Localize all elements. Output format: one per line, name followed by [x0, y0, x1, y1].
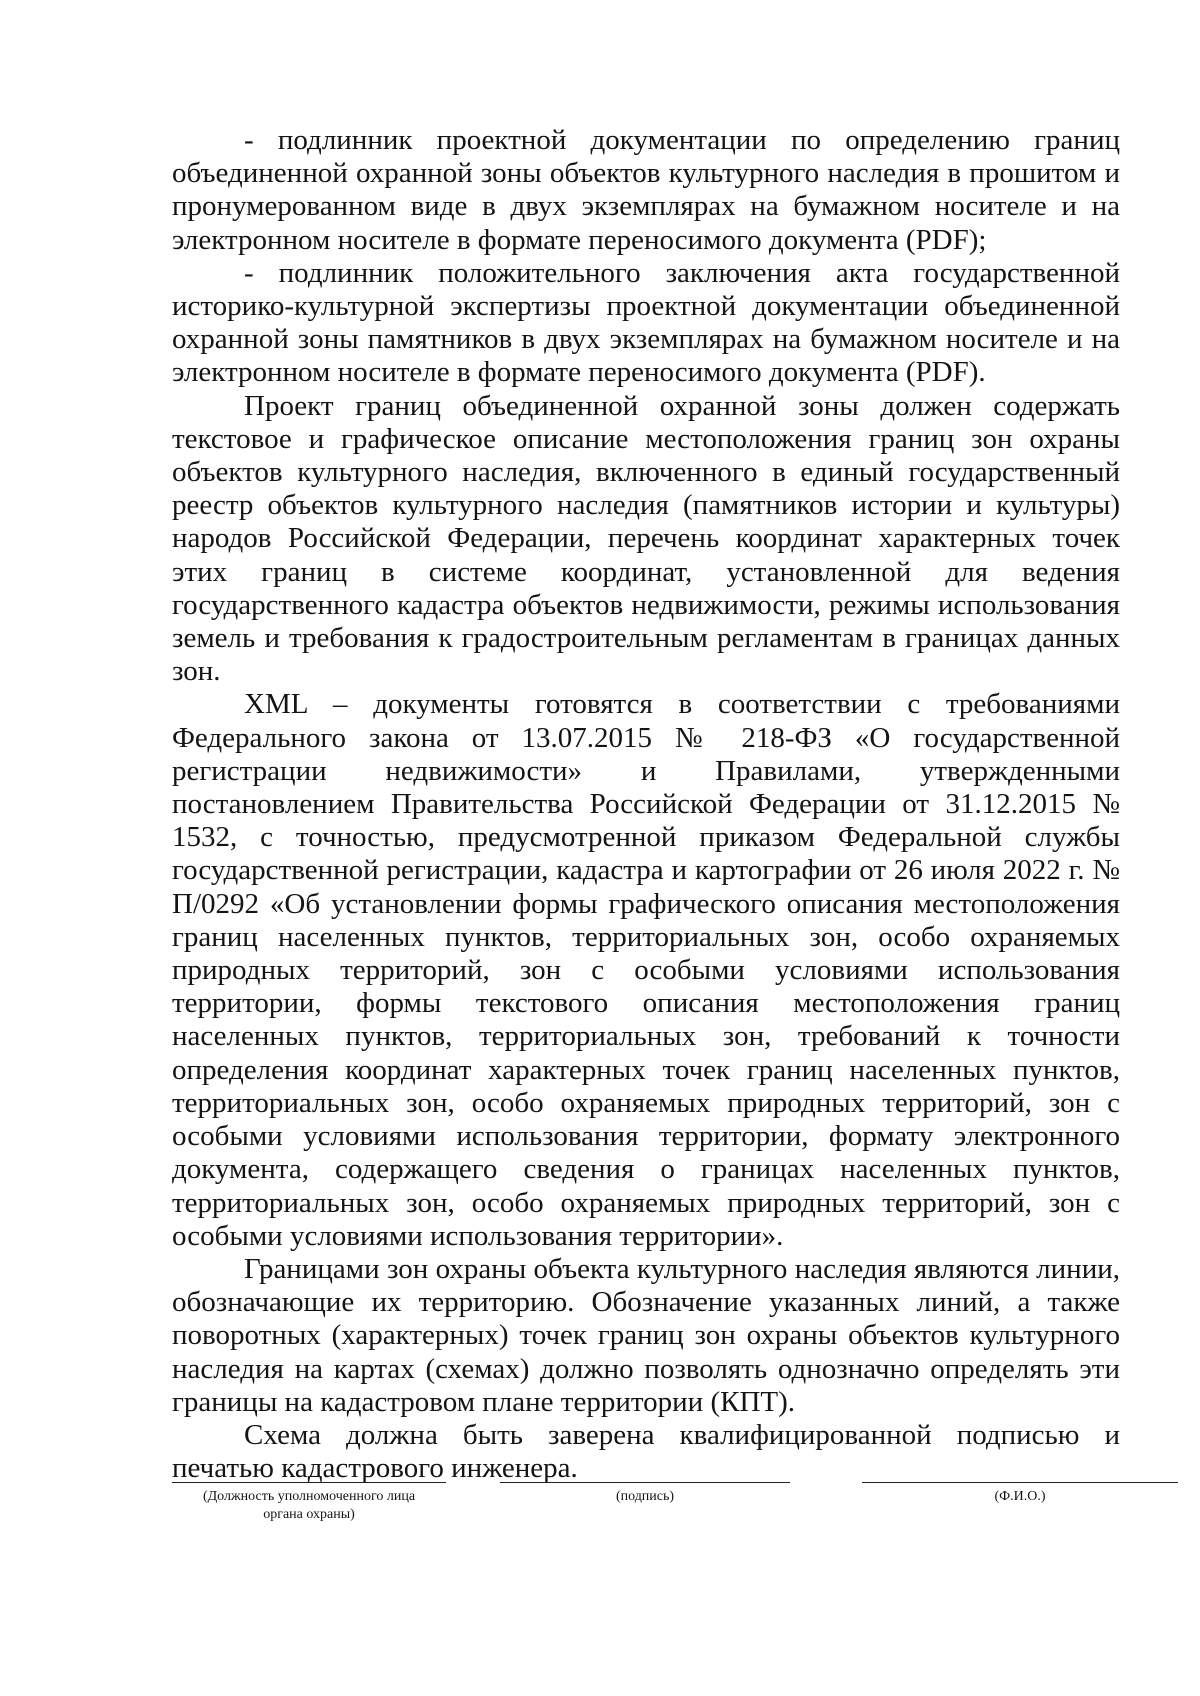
position-label-line1: (Должность уполномоченного лица: [202, 1489, 416, 1504]
signature-line: [500, 1482, 790, 1483]
paragraph-xml-documents: XML – документы готовятся в соответствии с требованиями Федерального закона от 13.07.2015 № 218-ФЗ «О государственной регистрации недвижимости» и Правилами, утвержденными постановлением Правительства Российской Федерации от 31.12.2015 № 1532, с точностью, предусмотренной приказом Федеральной службы государственной регистрации, кадастра и картографии от 26 июля 2022 г. № П/0292 «Об установлении формы графического описания местоположения границ населенных пунктов, территориальных зон, особо охраняемых природных территорий, зон с особыми условиями использования территории, формы текстового описания местоположения границ населенных пунктов, территориальных зон, требований к точности определения координат характерных точек границ населенных пунктов, территориальных зон, особо охраняемых природных территорий, зон с особыми условиями использования территории, формату электронного документа, содержащего сведения о границах населенных пунктов, территориальных зон, особо охраняемых природных территорий, зон с особыми условиями использования территории».: [172, 688, 1120, 1252]
bullet-expertise-conclusion: - подлинник положительного заключения акта государственной историко-культурной экспертизы проектной документации объединенной охранной зоны памятников в двух экземплярах на бумажном носителе и на электронном носителе в формате переносимого документа (PDF).: [172, 256, 1120, 389]
full-name-field: [862, 1482, 1178, 1506]
paragraph-zone-boundaries: Границами зон охраны объекта культурного наследия являются линии, обозначающие их территорию. Обозначение указанных линий, а также поворотных (характерных) точек границ зон охраны объектов культурного наследия на картах (схемах) должно позволять однозначно определять эти границы на кадастровом плане территории (КПТ).: [172, 1252, 1120, 1418]
full-name-line: [862, 1482, 1178, 1483]
signature-field: [500, 1482, 790, 1506]
position-label-line2: органа охраны): [263, 1507, 355, 1522]
bullet-project-documentation: - подлинник проектной документации по определению границ объединенной охранной зоны объектов культурного наследия в прошитом и пронумерованном виде в двух экземплярах на бумажном носителе и на электронном носителе в формате переносимого документа (PDF);: [172, 124, 1120, 256]
paragraph-project-boundaries: Проект границ объединенной охранной зоны должен содержать текстовое и графическое описание местоположения границ зон охраны объектов культурного наследия, включенного в единый государственный реестр объектов культурного наследия (памятников истории и культуры) народов Российской Федерации, перечень координат характерных точек этих границ в системе координат, установленной для ведения государственного кадастра объектов недвижимости, режимы использования земель и требования к градостроительным регламентам в границах данных зон.: [172, 389, 1120, 688]
document-body: [172, 124, 1120, 1485]
position-line: [172, 1482, 446, 1483]
paragraph-scheme-certification: Схема должна быть заверена квалифицированной подписью и печатью кадастрового инженера.: [172, 1418, 1120, 1485]
position-label: [172, 1488, 446, 1524]
full-name-label: (Ф.И.О.): [994, 1489, 1046, 1504]
signature-position-field: [172, 1482, 446, 1524]
signature-label: (подпись): [615, 1489, 675, 1504]
